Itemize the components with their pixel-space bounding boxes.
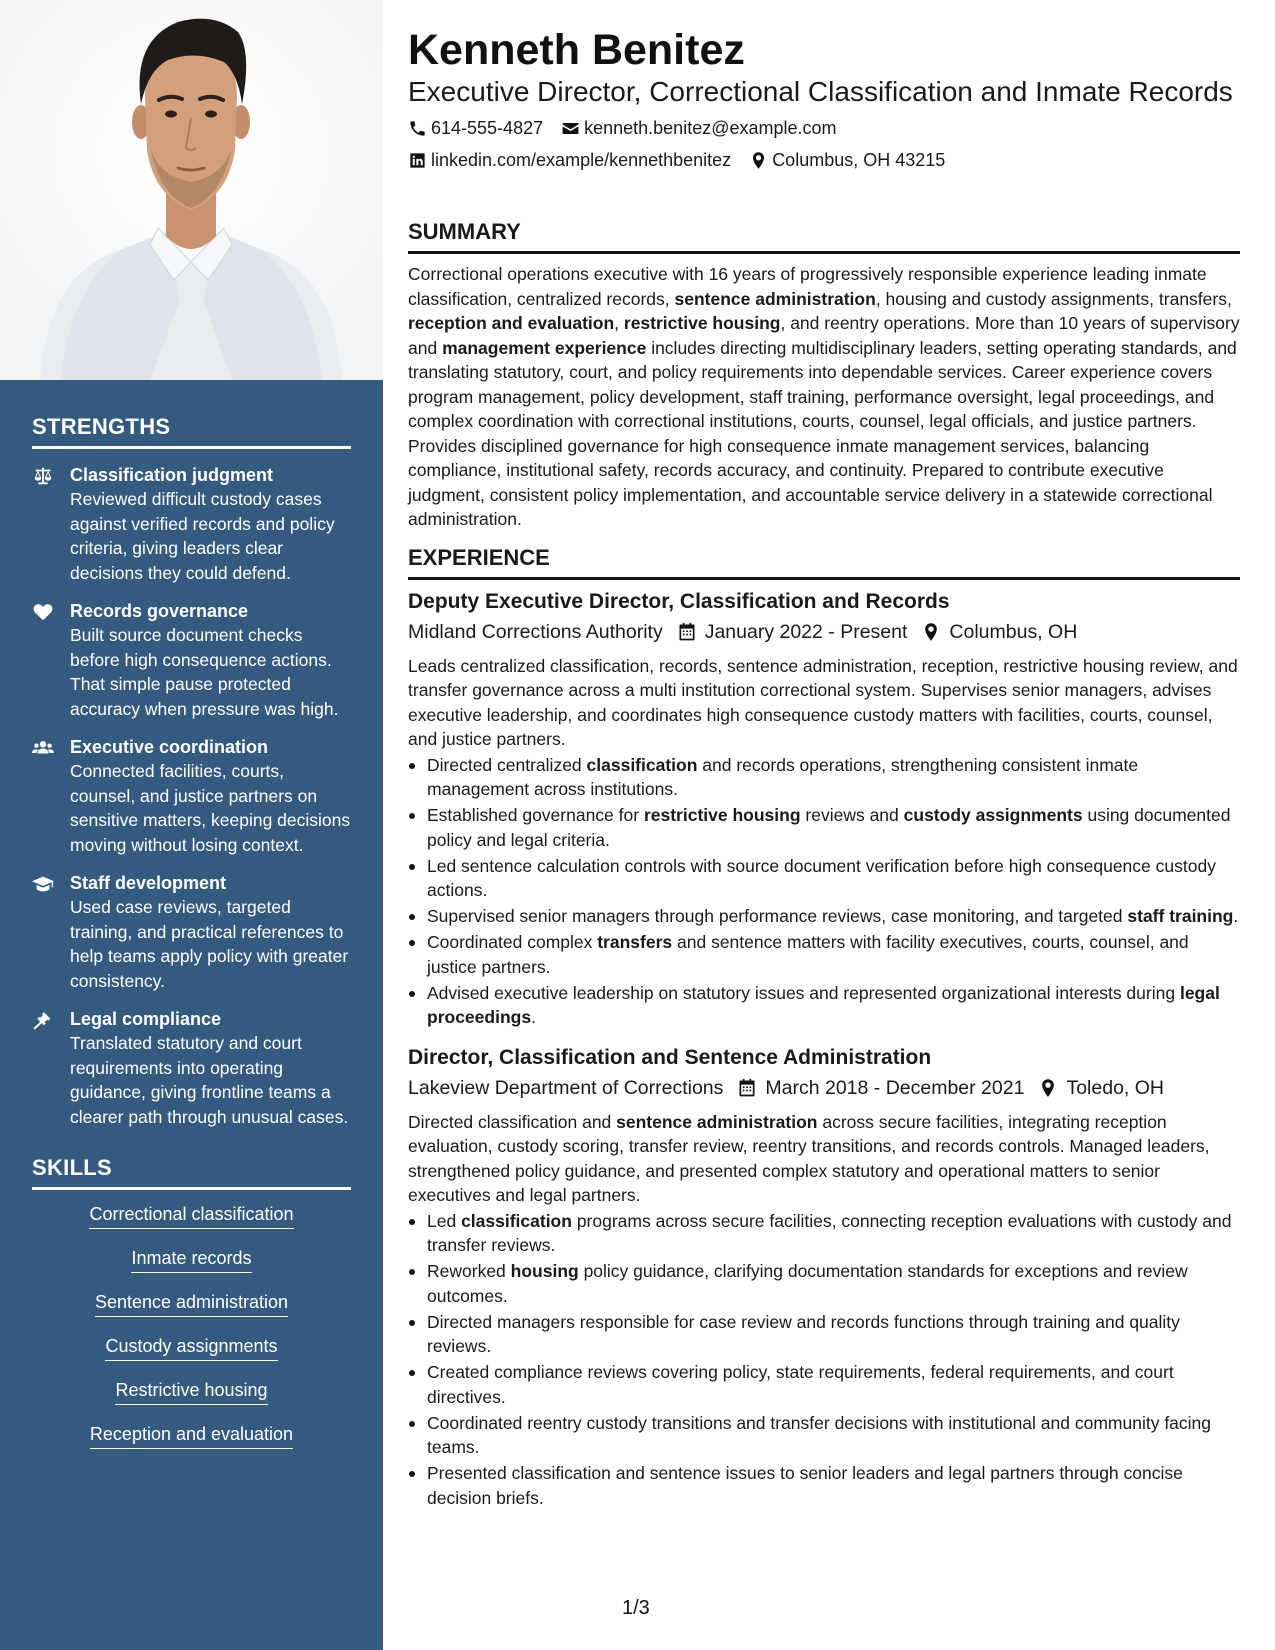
job-bullet: [408, 1310, 1240, 1359]
text-segment: using documented policy and legal criteria.: [427, 805, 1231, 850]
summary-text: [408, 262, 1240, 532]
text-segment: and sentence matters with facility executives, courts, counsel, and justice partners.: [427, 932, 1189, 977]
skill-label: Correctional classification: [89, 1202, 293, 1229]
sidebar: [0, 0, 383, 1650]
text-segment: Directed managers responsible for case review and records functions through training and quality reviews.: [427, 1311, 1180, 1356]
text-segment: Advised executive leadership on statutory issues and represented organizational interests during: [427, 982, 1180, 1003]
job-meta: [408, 618, 1240, 646]
job-bullet: [408, 981, 1240, 1030]
skill-item: [32, 1334, 351, 1361]
job-description: [408, 654, 1240, 752]
bold-keyword: housing: [510, 1261, 579, 1281]
text-segment: Coordinated complex: [427, 932, 598, 952]
skill-label: Inmate records: [131, 1246, 251, 1273]
job-bullet: [408, 1461, 1240, 1510]
experience-heading: EXPERIENCE: [408, 544, 1240, 580]
skill-label: Restrictive housing: [115, 1378, 267, 1405]
job-dates: March 2018 - December 2021: [765, 1076, 1025, 1099]
bold-keyword: staff training: [1127, 906, 1234, 926]
job-bullet: [408, 803, 1240, 852]
scale-icon: [32, 466, 54, 486]
text-segment: Directed centralized: [427, 754, 587, 775]
job-location: Columbus, OH: [949, 620, 1078, 643]
text-segment: and records operations, strengthening consistent inmate management across institutions.: [427, 754, 1139, 799]
text-segment: Reworked: [427, 1261, 511, 1281]
text-segment: Established governance for: [427, 805, 644, 825]
text-segment: Presented classification and sentence issues to senior leaders and legal partners through concise decision briefs.: [427, 1463, 1183, 1508]
text-segment: Leads centralized classification, records, sentence administration, reception, restrictive housing review, and transfer governance across a multi institution correctional system. Supervises senior managers, advises executive leadership, and coordinates high consequence custody matters with facilities, courts, counsel, and justice partners.: [408, 655, 1238, 749]
strength-description: Used case reviews, targeted training, and practical references to help teams apply policy with greater consistency.: [70, 897, 349, 991]
heart-icon: [32, 602, 54, 622]
text-segment: .: [1233, 906, 1239, 926]
job-bullet: [408, 753, 1240, 802]
bold-keyword: sentence administration: [616, 1111, 818, 1132]
skill-item: [32, 1422, 351, 1449]
text-segment: Created compliance reviews covering policy, state requirements, federal requirements, and court directives.: [427, 1362, 1174, 1407]
skill-label: Reception and evaluation: [90, 1422, 293, 1449]
sidebar-panel: [0, 380, 383, 1650]
strength-item: [32, 1007, 351, 1129]
text-segment: Directed classification and: [408, 1111, 617, 1132]
users-icon: [32, 738, 54, 758]
email-contact[interactable]: [561, 116, 836, 140]
bold-keyword: reception and evaluation: [408, 313, 615, 333]
job-entry: [408, 588, 1240, 1030]
job-location-wrap: [921, 618, 1077, 646]
linkedin-contact[interactable]: [408, 148, 731, 172]
text-segment: .: [531, 1007, 536, 1027]
text-segment: Led sentence calculation controls with source document verification before high consequence custody actions.: [427, 855, 1216, 900]
email-text: kenneth.benitez@example.com: [584, 118, 837, 138]
phone-text: 614-555-4827: [431, 118, 544, 138]
gavel-icon: [32, 1010, 54, 1030]
strength-description: Reviewed difficult custody cases against verified records and policy criteria, giving leaders clear decisions they could defend.: [70, 489, 335, 583]
strength-title: Executive coordination: [70, 737, 269, 757]
phone-icon: [408, 119, 427, 138]
skill-item: [32, 1378, 351, 1405]
bold-keyword: restrictive housing: [623, 313, 781, 333]
strength-item: [32, 871, 351, 993]
text-segment: reviews and: [800, 805, 904, 825]
job-location: Toledo, OH: [1066, 1076, 1165, 1099]
strength-description: Translated statutory and court requirements into operating guidance, giving frontline teams a clearer path through unusual cases.: [70, 1033, 349, 1127]
candidate-title: Executive Director, Correctional Classification and Inmate Records: [408, 76, 1233, 107]
job-description: [408, 1110, 1240, 1208]
skill-item: [32, 1202, 351, 1229]
calendar-icon: [677, 622, 697, 642]
job-dates: January 2022 - Present: [704, 620, 908, 643]
contact-row: [408, 148, 1240, 172]
text-segment: Supervised senior managers through performance reviews, case monitoring, and targeted: [427, 906, 1128, 926]
job-meta: [408, 1074, 1240, 1102]
job-bullet: [408, 904, 1240, 929]
summary-heading: SUMMARY: [408, 218, 1240, 254]
strength-description: Built source document checks before high consequence actions. That simple pause protected accuracy when pressure was high.: [70, 625, 339, 719]
job-bullet-list: [408, 753, 1240, 1030]
strength-item: [32, 599, 351, 721]
strength-item: [32, 463, 351, 585]
calendar-icon: [737, 1078, 757, 1098]
job-title: Deputy Executive Director, Classification and Records: [408, 589, 950, 613]
bold-keyword: custody assignments: [903, 805, 1083, 825]
strengths-heading: STRENGTHS: [32, 414, 351, 449]
text-segment: , housing and custody assignments, transfers,: [875, 288, 1232, 309]
job-dates-wrap: [737, 1074, 1024, 1102]
contact-row: [408, 116, 1240, 140]
text-segment: programs across secure facilities, connecting reception evaluations with custody and transfer reviews.: [427, 1210, 1232, 1255]
strength-description: Connected facilities, courts, counsel, and justice partners on sensitive matters, keeping decisions moving without losing context.: [70, 761, 351, 855]
text-segment: includes directing multidisciplinary leaders, setting operating standards, and translating statutory, court, and policy requirements into dependable services. Career experience covers program management, policy development, staff training, performance oversight, legal proceedings, and complex coordination with correctional institutions, courts, counsel, legal officials, and justice partners. Provides disciplined governance for high consequence inmate management services, balancing compliance, institutional safety, records accuracy, and continuity. Prepared to contribute executive judgment, consistent policy implementation, and accountable service delivery in a statewide correctional administration.: [408, 337, 1237, 529]
skill-item: [32, 1290, 351, 1317]
text-segment: Led: [427, 1210, 462, 1231]
bold-keyword: management experience: [442, 337, 647, 358]
linkedin-icon: [408, 151, 427, 170]
skill-item: [32, 1246, 351, 1273]
strength-title: Classification judgment: [70, 465, 274, 485]
graduation-cap-icon: [32, 874, 54, 894]
job-bullet: [408, 854, 1240, 903]
phone-contact[interactable]: [408, 116, 543, 140]
map-pin-icon: [749, 151, 768, 170]
text-segment: ,: [614, 313, 624, 333]
job-org: Lakeview Department of Corrections: [408, 1076, 724, 1099]
strength-title: Legal compliance: [70, 1009, 222, 1029]
bold-keyword: legal proceedings: [427, 982, 1220, 1027]
job-location-wrap: [1038, 1074, 1164, 1102]
text-segment: policy guidance, clarifying documentation standards for exceptions and review outcomes.: [427, 1261, 1188, 1306]
job-org: Midland Corrections Authority: [408, 620, 663, 643]
text-segment: across secure facilities, integrating reception evaluation, custody scoring, transfer review, reentry transitions, and records controls. Managed leaders, strengthened policy guidance, and presented complex statutory and operational matters to senior executives and legal partners.: [408, 1111, 1210, 1205]
bold-keyword: transfers: [597, 932, 673, 952]
job-dates-wrap: [677, 618, 908, 646]
bold-keyword: classification: [461, 1210, 572, 1231]
job-title: Director, Classification and Sentence Administration: [408, 1045, 932, 1069]
linkedin-text: linkedin.com/example/kennethbenitez: [431, 150, 732, 170]
map-pin-icon: [921, 622, 941, 642]
job-bullet: [408, 1259, 1240, 1308]
job-bullet-list: [408, 1209, 1240, 1511]
envelope-icon: [561, 119, 580, 138]
job-entry: [408, 1044, 1240, 1511]
location-text: Columbus, OH 43215: [772, 150, 946, 170]
bold-keyword: sentence administration: [674, 288, 876, 309]
map-pin-icon: [1038, 1078, 1058, 1098]
job-bullet: [408, 1411, 1240, 1460]
text-segment: , and reentry operations. More than 10 years of supervisory and: [408, 313, 1240, 358]
text-segment: Coordinated reentry custody transitions and transfer decisions with institutional and community facing teams.: [427, 1412, 1212, 1457]
location-contact: [749, 148, 945, 172]
page-number: 1/3: [622, 1597, 650, 1619]
skill-label: Sentence administration: [95, 1290, 288, 1317]
skill-label: Custody assignments: [105, 1334, 277, 1361]
strength-item: [32, 735, 351, 857]
strength-title: Records governance: [70, 601, 249, 621]
bold-keyword: restrictive housing: [643, 805, 801, 825]
skills-heading: SKILLS: [32, 1155, 351, 1190]
job-bullet: [408, 1360, 1240, 1409]
main-content: [408, 24, 1240, 1512]
candidate-name: Kenneth Benitez: [408, 26, 745, 74]
profile-photo: [0, 0, 383, 380]
strength-title: Staff development: [70, 873, 227, 893]
job-bullet: [408, 930, 1240, 979]
text-segment: Correctional operations executive with 16 years of progressively responsible experience leading inmate classification, centralized records,: [408, 264, 1207, 309]
job-bullet: [408, 1209, 1240, 1258]
bold-keyword: classification: [586, 754, 698, 775]
